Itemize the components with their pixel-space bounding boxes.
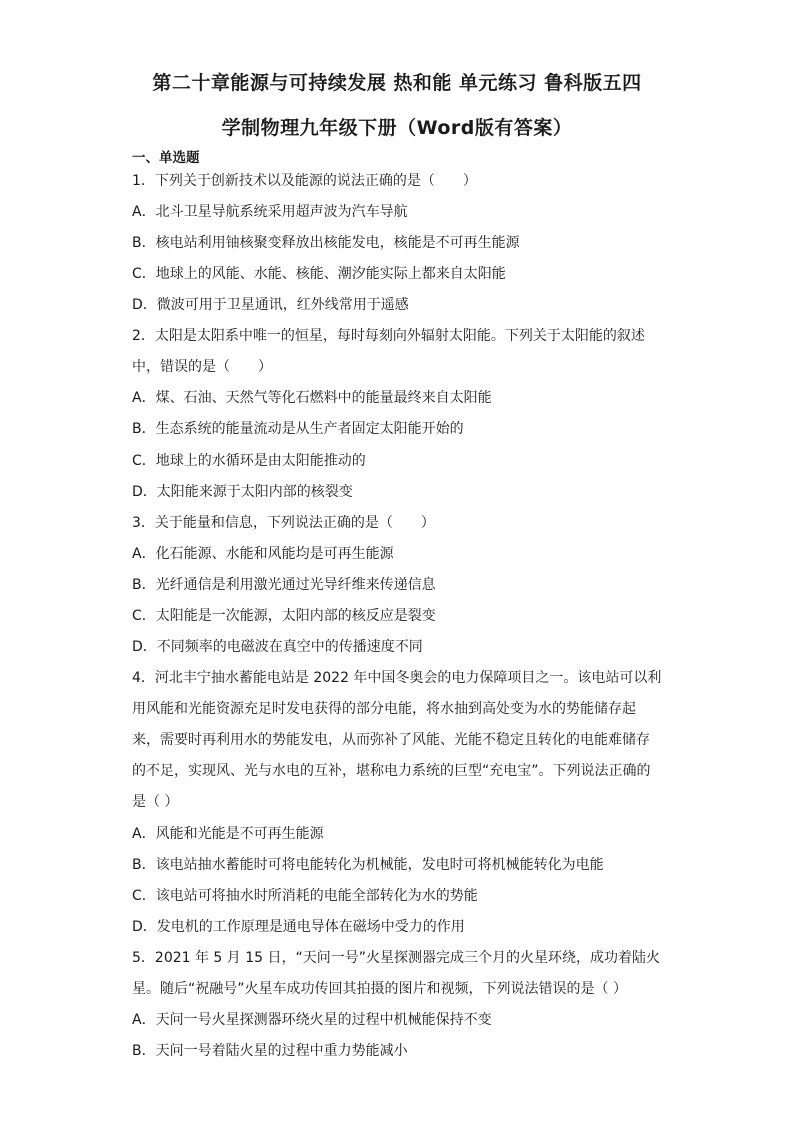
question-3-stem: 3．关于能量和信息，下列说法正确的是（ ） — [132, 515, 435, 531]
document-title-line-1: 第二十章能源与可持续发展 热和能 单元练习 鲁科版五四 — [152, 72, 642, 94]
question-1-option-a: A．北斗卫星导航系统采用超声波为汽车导航 — [132, 204, 408, 220]
question-5-stem-line-1: 5．2021 年 5 月 15 日，“天问一号”火星探测器完成三个月的火星环绕，成功着陆火 — [132, 950, 661, 966]
question-1-option-d: D．微波可用于卫星通讯，红外线常用于遥感 — [132, 297, 409, 313]
question-2-option-b: B．生态系统的能量流动是从生产者固定太阳能开始的 — [132, 421, 464, 437]
question-1-option-b: B．核电站利用铀核聚变释放出核能发电，核能是不可再生能源 — [132, 235, 520, 251]
document-title-line-2: 学制物理九年级下册（Word版有答案） — [221, 117, 573, 139]
question-4-option-b: B．该电站抽水蓄能时可将电能转化为机械能，发电时可将机械能转化为电能 — [132, 857, 604, 873]
question-5-option-a: A．天问一号火星探测器环绕火星的过程中机械能保持不变 — [132, 1012, 492, 1028]
question-2-option-c: C．地球上的水循环是由太阳能推动的 — [132, 453, 366, 469]
question-3-option-d: D．不同频率的电磁波在真空中的传播速度不同 — [132, 639, 423, 655]
question-2-stem-line-1: 2．太阳是太阳系中唯一的恒星，每时每刻向外辐射太阳能。下列关于太阳能的叙述 — [132, 328, 645, 344]
question-4-stem-line-5: 是（ ） — [132, 794, 179, 810]
section-heading: 一、单选题 — [132, 150, 200, 166]
question-4-option-c: C．该电站可将抽水时所消耗的电能全部转化为水的势能 — [132, 888, 478, 904]
question-4-option-d: D．发电机的工作原理是通电导体在磁场中受力的作用 — [132, 919, 465, 935]
question-5-option-b: B．天问一号着陆火星的过程中重力势能减小 — [132, 1043, 408, 1059]
question-2-option-d: D．太阳能来源于太阳内部的核裂变 — [132, 484, 353, 500]
question-2-option-a: A．煤、石油、天然气等化石燃料中的能量最终来自太阳能 — [132, 390, 492, 406]
question-4-stem-line-1: 4．河北丰宁抽水蓄能电站是 2022 年中国冬奥会的电力保障项目之一。该电站可以利 — [132, 670, 662, 686]
question-3-option-a: A．化石能源、水能和风能均是可再生能源 — [132, 546, 394, 562]
question-4-stem-line-3: 来，需要时再利用水的势能发电，从而弥补了风能、光能不稳定且转化的电能难储存 — [132, 732, 650, 748]
question-3-option-b: B．光纤通信是利用激光通过光导纤维来传递信息 — [132, 577, 436, 593]
question-4-stem-line-2: 用风能和光能资源充足时发电获得的部分电能，将水抽到高处变为水的势能储存起 — [132, 701, 636, 717]
question-1-option-c: C．地球上的风能、水能、核能、潮汐能实际上都来自太阳能 — [132, 266, 506, 282]
question-4-option-a: A．风能和光能是不可再生能源 — [132, 826, 324, 842]
question-2-stem-line-2: 中，错误的是（ ） — [132, 359, 272, 375]
question-3-option-c: C．太阳能是一次能源，太阳内部的核反应是裂变 — [132, 608, 436, 624]
question-5-stem-line-2: 星。随后“祝融号”火星车成功传回其拍摄的图片和视频，下列说法错误的是（ ） — [132, 981, 627, 997]
question-4-stem-line-4: 的不足，实现风、光与水电的互补，堪称电力系统的巨型“充电宝”。下列说法正确的 — [132, 763, 651, 779]
question-1-stem: 1．下列关于创新技术以及能源的说法正确的是（ ） — [132, 173, 477, 189]
